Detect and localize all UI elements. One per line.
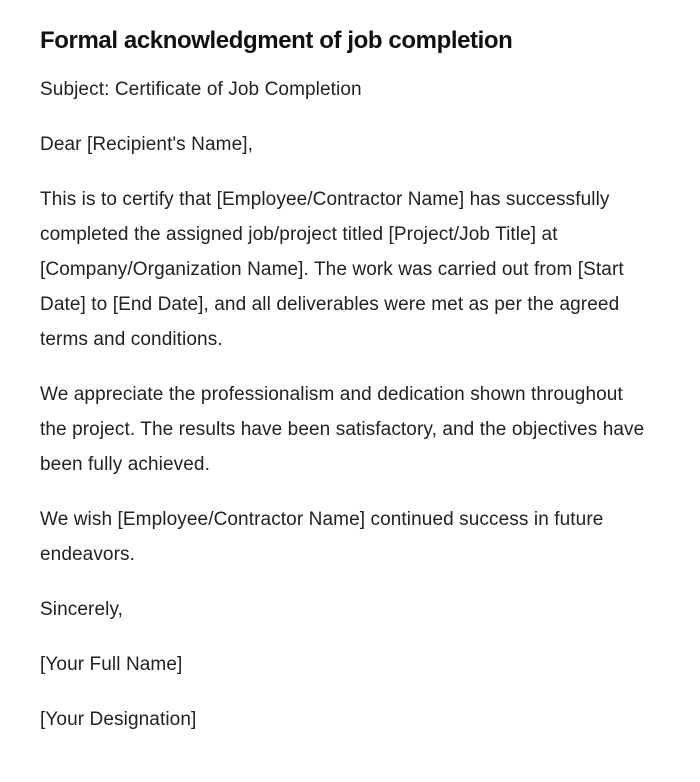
subject-line: Subject: Certificate of Job Completion xyxy=(40,79,362,100)
signer-designation: [Your Designation] xyxy=(40,709,197,730)
document-body xyxy=(40,24,650,757)
closing: Sincerely, xyxy=(40,599,124,620)
document-title: Formal acknowledgment of job completion xyxy=(40,27,513,54)
body-paragraph-certification: This is to certify that [Employee/Contractor Name] has successfully completed the assigned job/project titled [Project/Job Title] at [Company/Organization Name]. The work was carried out from [Start Date] to [End Date], and all deliverables were met as per the agreed terms and conditions. xyxy=(40,189,624,350)
body-paragraph-appreciation: We appreciate the professionalism and dedication shown throughout the project. The results have been satisfactory, and the objectives have been fully achieved. xyxy=(40,384,645,475)
signer-name: [Your Full Name] xyxy=(40,654,183,675)
salutation: Dear [Recipient's Name], xyxy=(40,134,253,155)
body-paragraph-wishes: We wish [Employee/Contractor Name] continued success in future endeavors. xyxy=(40,509,604,565)
